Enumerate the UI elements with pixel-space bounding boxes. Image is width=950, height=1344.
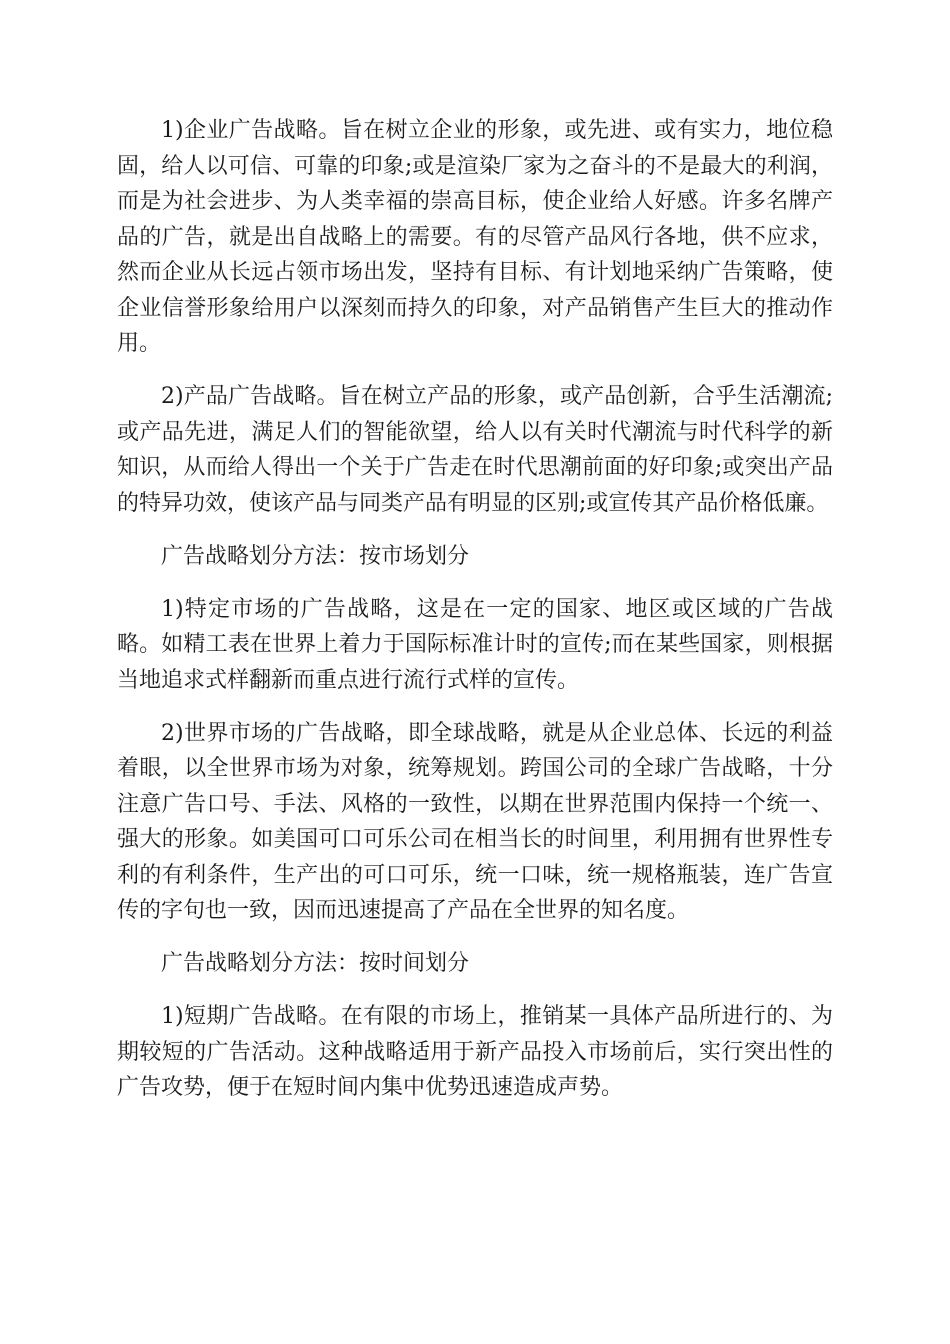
heading-by-time: 广告战略划分方法：按时间划分	[161, 951, 470, 976]
paragraph-world-market-strategy: 2)世界市场的广告战略，即全球战略，就是从企业总体、长远的利益着眼，以全世界市场为对象，统筹规划。跨国公司的全球广告战略，十分注意广告口号、手法、风格的一致性，以期在世界范围内保持一个统一、强大的形象。如美国可口可乐公司在相当长的时间里，利用拥有世界性专利的有利条件，生产出的可口可乐，统一口味，统一规格瓶装，连广告宣传的字句也一致，因而迅速提高了产品在全世界的知名度。	[117, 720, 833, 923]
paragraph-short-term-strategy: 1)短期广告战略。在有限的市场上，推销某一具体产品所进行的、为期较短的广告活动。这种战略适用于新产品投入市场前后，实行突出性的广告攻势，便于在短时间内集中优势迅速造成声势。	[117, 1004, 833, 1100]
paragraph-product-strategy: 2)产品广告战略。旨在树立产品的形象，或产品创新，合乎生活潮流;或产品先进，满足人们的智能欲望，给人以有关时代潮流与时代科学的新知识，从而给人得出一个关于广告走在时代思潮前面的好印象;或突出产品的特异功效，使该产品与同类产品有明显的区别;或宣传其产品价格低廉。	[117, 384, 833, 516]
paragraph-enterprise-strategy: 1)企业广告战略。旨在树立企业的形象，或先进、或有实力，地位稳固，给人以可信、可靠的印象;或是渲染厂家为之奋斗的不是最大的利润，而是为社会进步、为人类幸福的崇高目标，使企业给人好感。许多名牌产品的广告，就是出自战略上的需要。有的尽管产品风行各地，供不应求，然而企业从长远占领市场出发，坚持有目标、有计划地采纳广告策略，使企业信誉形象给用户以深刻而持久的印象，对产品销售产生巨大的推动作用。	[117, 118, 833, 356]
paragraph-specific-market-strategy: 1)特定市场的广告战略，这是在一定的国家、地区或区域的广告战略。如精工表在世界上着力于国际标准计时的宣传;而在某些国家，则根据当地追求式样翻新而重点进行流行式样的宣传。	[117, 596, 833, 693]
document-body	[117, 113, 833, 1123]
heading-by-market: 广告战略划分方法：按市场划分	[161, 543, 470, 569]
